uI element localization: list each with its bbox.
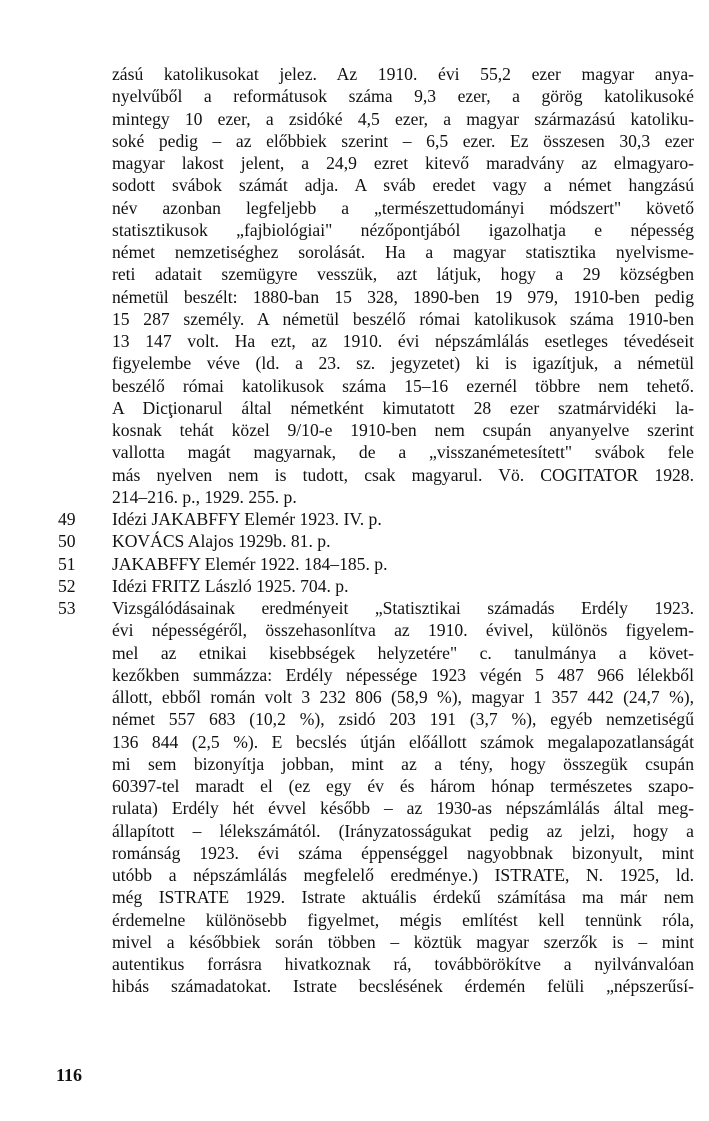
footnote-number: 49 bbox=[58, 509, 76, 529]
text-line: név azonban legfeljebb a „természettudományi módszert" követő bbox=[112, 197, 694, 218]
footnote-line: Vizsgálódásainak eredményeit „Statisztikai számadás Erdély 1923. bbox=[112, 598, 694, 618]
text-line: mintegy 10 ezer, a zsidóké 4,5 ezer, a magyar származású katoliku- bbox=[112, 108, 694, 129]
footnote-line: mivel a későbbiek során többen – köztük magyar szerzők is – mint bbox=[112, 931, 694, 952]
footnote-line: mel az etnikai kisebbségek helyzetére" c. tanulmánya a követ- bbox=[112, 642, 694, 663]
footnote-line: kezőkben summázza: Erdély népessége 1923 végén 5 487 966 lélekből bbox=[112, 664, 694, 685]
footnote-number: 52 bbox=[58, 575, 76, 596]
footnote-line: JAKABFFY Elemér 1922. 184–185. p. bbox=[112, 553, 388, 574]
footnote-line: 60397-tel maradt el (ez egy év és három hónap természetes szapo- bbox=[112, 776, 694, 796]
text-line: reti adatait szemügyre vesszük, azt látjuk, hogy a 29 községben bbox=[112, 264, 694, 285]
text-line: vallotta magát magyarnak, de a „visszanémetesített" svábok fele bbox=[112, 442, 694, 463]
footnote-number: 50 bbox=[58, 531, 76, 552]
footnote-line: utóbb a népszámlálás megfelelő eredménye.) ISTRATE, N. 1925, ld. bbox=[112, 865, 694, 885]
text-line: soké pedig – az előbbiek szerint – 6,5 ezer. Ez összesen 30,3 ezer bbox=[112, 130, 694, 151]
footnote-line: autentikus forrásra hivatkoznak rá, továbbörökítve a nyilvánvalóan bbox=[112, 954, 694, 974]
footnote-line: 136 844 (2,5 %). E becslés útján előállott számok megalapozatlanságát bbox=[112, 731, 694, 752]
text-line: A Dicţionarul által németként kimutatott 28 ezer szatmárvidéki la- bbox=[112, 397, 694, 418]
footnote-line: mi sem bizonyítja jobban, mint az a tény, hogy összegük csupán bbox=[112, 753, 694, 774]
footnote-line: német 557 683 (10,2 %), zsidó 203 191 (3,7 %), egyéb nemzetiségű bbox=[112, 709, 694, 730]
text-line: beszélő római katolikusok száma 15–16 ezernél többre nem tehető. bbox=[112, 375, 694, 396]
footnote-line: románság 1923. évi száma éppenséggel nagyobbnak bizonyult, mint bbox=[112, 842, 694, 863]
footnote-line: Idézi FRITZ László 1925. 704. p. bbox=[112, 575, 349, 596]
text-line: németül beszélt: 1880-ban 15 328, 1890-ben 19 979, 1910-ben pedig bbox=[112, 286, 694, 307]
text-line: német nemzetiséghez sorolását. Ha a magyar statisztika nyelvisme- bbox=[112, 242, 694, 262]
text-line: magyar lakost jelent, a 24,9 ezret kitevő maradvány az elmagyaro- bbox=[112, 153, 694, 173]
footnote-line: állapított – lélekszámától. (Irányzatosságukat pedig az jelzi, hogy a bbox=[112, 820, 694, 841]
footnote-number: 51 bbox=[58, 553, 76, 574]
footnote-line: érdemelne különösebb figyelmet, mégis említést kell tennünk róla, bbox=[112, 909, 694, 930]
text-line: zású katolikusokat jelez. Az 1910. évi 55,2 ezer magyar anya- bbox=[112, 64, 694, 84]
footnote-line: állott, ebből román volt 3 232 806 (58,9 %), magyar 1 357 442 (24,7 %), bbox=[112, 687, 694, 707]
footnote-line: rulata) Erdély hét évvel később – az 1930-as népszámlálás által meg- bbox=[112, 798, 694, 819]
footnote-number: 53 bbox=[58, 598, 76, 618]
footnote-line: hibás számadatokat. Istrate becslésének érdemén felüli „népszerűsí- bbox=[112, 976, 694, 997]
footnote-line: KOVÁCS Alajos 1929b. 81. p. bbox=[112, 531, 331, 552]
text-line: figyelembe véve (ld. a 23. sz. jegyzetet) ki is igazítjuk, a németül bbox=[112, 353, 694, 374]
footnote-line: Idézi JAKABFFY Elemér 1923. IV. p. bbox=[112, 509, 382, 529]
text-line: 13 147 volt. Ha ezt, az 1910. évi népszámlálás esetleges tévedéseit bbox=[112, 331, 694, 351]
footnote-line: még ISTRATE 1929. Istrate aktuális érdekű számítása ma már nem bbox=[112, 887, 694, 908]
text-line: 15 287 személy. A németül beszélő római katolikusok száma 1910-ben bbox=[112, 308, 694, 329]
text-line: statisztikusok „fajbiológiai" nézőpontjából igazolhatja e népesség bbox=[112, 219, 694, 240]
text-line: sodott svábok számát adja. A sváb eredet vagy a német hangzású bbox=[112, 175, 694, 196]
footnote-line: évi népességéről, összehasonlítva az 1910. évivel, különös figyelem- bbox=[112, 620, 694, 641]
text-line: nyelvűből a reformátusok száma 9,3 ezer, a görög katolikusoké bbox=[112, 86, 694, 107]
text-line: kosnak tehát közel 9/10-e 1910-ben nem csupán anyanyelve szerint bbox=[112, 420, 694, 440]
text-line: 214–216. p., 1929. 255. p. bbox=[112, 486, 297, 507]
text-line: más nyelven nem is tudott, csak magyarul. Vö. COGITATOR 1928. bbox=[112, 464, 694, 485]
page-number: 116 bbox=[56, 1065, 83, 1085]
